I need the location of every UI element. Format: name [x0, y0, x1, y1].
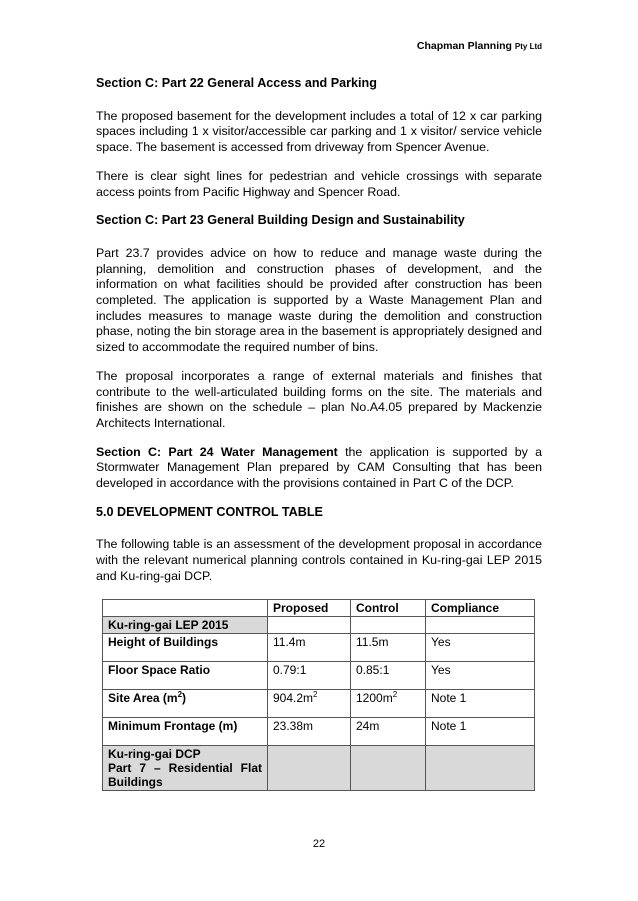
paragraph-parking: The proposed basement for the development includes a total of 12 x car parking spaces including 1 x visitor/accessible car parking and 1 x visitor/ service vehicle space. The basement is accessed from driveway from Spencer Avenue.: [96, 108, 542, 155]
dct-intro: The following table is an assessment of the development proposal in accordance with the relevant numerical planning controls contained in Ku-ring-gai LEP 2015 and Ku-ring-gai DCP.: [96, 537, 542, 583]
header-cell-proposed: Proposed: [268, 599, 351, 616]
page-header: [417, 40, 542, 52]
table-row: Floor Space Ratio 0.79:1 0.85:1 Yes: [103, 661, 535, 689]
lep-section-label: Ku-ring-gai LEP 2015: [103, 616, 268, 633]
development-control-table: [102, 599, 535, 791]
header-cell-control: Control: [351, 599, 426, 616]
header-cell-blank: [103, 599, 268, 616]
section-heading-part-24: Section C: Part 24 Water Management: [96, 444, 338, 459]
table-row: Minimum Frontage (m) 23.38m 24m Note 1: [103, 717, 535, 745]
paragraph-sight-lines: There is clear sight lines for pedestrian and vehicle crossings with separate access points from Pacific Highway and Spencer Road.: [96, 168, 542, 199]
company-name: Chapman Planning: [416, 40, 512, 52]
site-area-proposed: $904.2m^2$: [268, 689, 351, 717]
dct-heading: 5.0 DEVELOPMENT CONTROL TABLE: [96, 504, 323, 519]
site-area-control: $1200m^2$: [351, 689, 426, 717]
header-cell-compliance: Compliance: [426, 599, 535, 616]
company-suffix: Pty Ltd: [514, 42, 542, 51]
paragraph-water-management: [96, 445, 542, 492]
paragraph-waste: Part 23.7 provides advice on how to reduce and manage waste during the planning, demolition and construction phases of development, and the information on what facilities should be provided after construction has been completed. The application is supported by a Waste Management Plan and includes measures to manage waste during the demolition and construction phase, noting the bin storage area in the basement is appropriately designed and sized to accommodate the required number of bins.: [96, 245, 542, 355]
section-heading-part-23: Section C: Part 23 General Building Design and Sustainability: [96, 213, 465, 228]
table-row: Height of Buildings 11.4m 11.5m Yes: [103, 633, 535, 661]
table-header-row: [103, 599, 535, 616]
table-row: Site Area $(m^2)$ $904.2m^2$ $1200m^2$ Note 1: [103, 689, 535, 717]
page-number: 22: [312, 838, 326, 850]
table-section-row-dcp: [103, 745, 535, 790]
dcp-section-label: Ku-ring-gai DCP Part 7 – Residential Flat Buildings: [103, 745, 268, 790]
water-management-text: the application is supported by a Stormwater Management Plan prepared by CAM Consulting that has been developed in accordance with the provisions contained in Part C of the DCP.: [96, 444, 542, 491]
paragraph-materials: The proposal incorporates a range of external materials and finishes that contribute to the well-articulated building forms on the site. The materials and finishes are shown on the schedule – plan No.A4.05 prepared by Mackenzie Architects International.: [96, 368, 542, 430]
table-section-row-lep: [103, 616, 535, 633]
site-area-label: Site Area $(m^2)$: [103, 689, 268, 717]
page-content: [96, 76, 542, 791]
section-heading-part-22: Section C: Part 22 General Access and Parking: [96, 76, 377, 90]
